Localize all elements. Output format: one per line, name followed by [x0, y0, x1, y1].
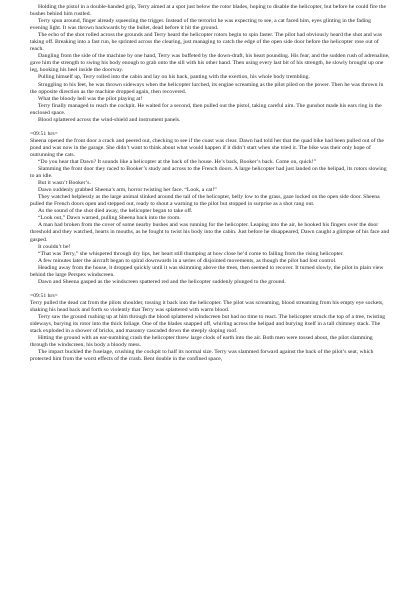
body-paragraph: Struggling to his feet, he was thrown sideways when the helicopter lurched, its engine screaming as the pilot piled on the power. Then he was thrown in the opposite direction as the machine dropped again, then recovered.	[30, 81, 384, 95]
body-paragraph: Heading away from the house, it dropped quickly until it was skimming above the trees, then seemed to recover. It turned slowly, the pilot in plain view behind the large Perspex windscreen.	[30, 264, 384, 278]
body-paragraph: Blood splattered across the wind-shield and instrument panels.	[38, 116, 181, 123]
body-paragraph: Terry pulled the dead cat from the pilots shoulder, tossing it back into the helicopter. The pilot was screaming, blood streaming from his empty eye sockets, shaking his head back and forth so violently that Terry was splattered with warm blood.	[30, 299, 384, 313]
body-paragraph: Hitting the ground with an ear-numbing crash the helicopter threw large clods of earth into the air. Both men were tossed about, the pilot slamming through the windscreen, his body a bloody mess.	[30, 335, 373, 349]
body-paragraph: Pulling himself up, Terry rolled into the cabin and lay on his back, panting with the exertion, his whole body trembling.	[38, 74, 310, 81]
body-paragraph: They watched helplessly as the large animal slinked around the tail of the helicopter, belly low to the grass, gaze locked on the open side door. Sheena pulled the French doors open and stepped out, ready to shout a warning to the pilot but stopped in surprise as a shot rang out.	[30, 194, 380, 208]
body-paragraph: Dawn suddenly grabbed Sheena’s arm, horror twisting her face. “Look, a cat!”	[38, 187, 217, 194]
body-paragraph: A man had broken from the cover of some nearby bushes and was running for the helicopter. Leaping into the air, he hooked his fingers over the door threshold and they watched, hearts in mouths, as he fought to twist his body into the cabin. Just before he disappeared, Dawn caught a glimpse of his face and gasped.	[30, 222, 390, 243]
body-paragraph: But it wasn’t Booker’s.	[38, 180, 91, 187]
body-paragraph: What the bloody hell was the pilot playing at!	[38, 95, 143, 102]
body-paragraph: The impact buckled the fuselage, crushing the cockpit to half its normal size. Terry was slammed forward against the back of the pilot’s seat, which protected him from the worst effects of the crash. Bent double in the confined space,	[30, 349, 374, 363]
body-paragraph: Sheena opened the front door a crack and peered out, checking to see if the coast was clear. Dawn had told her that the quad bike had been pulled out of the pond and was now in the garage. She didn’t want to think about what would happen if it didn’t start when she tried it. The bike was their only hope of outrunning the cats.	[30, 137, 384, 158]
body-paragraph: The echo of the shot rolled across the grounds and Terry heard the helicopter rotors begin to spin faster. The pilot had obviously heard the shot and was taking off. Breaking into a fast run, he sprinted across the clearing, just managing to catch the edge of the open side door before the helicopter rose out of reach.	[30, 32, 383, 53]
body-paragraph: Terry saw the ground rushing up at him through the blood splattered windscreen but had no time to react. The helicopter struck the top of a tree, twisting sideways, burying its rotor into the thick foliage. One of the blades snapped off, whirling across the helipad and burying itself in a tall chimney stack. The stack exploded in a shower of bricks, and masonry cascaded down the steeply sloping roof.	[30, 313, 386, 335]
section-time-marker: =09:51 hrs=	[30, 130, 58, 137]
body-paragraph: Terry finally managed to reach the cockpit. He waited for a second, then pulled out the pistol, taking careful aim. The gunshot made his ears ring in the enclosed space.	[30, 102, 382, 116]
body-paragraph: Dangling from the side of the machine by one hand, Terry was buffeted by the down-draft, his heart pounding. His fear, and the sudden rush of adrenaline, gave him the strength to swing his body enough to grab onto the sill with his other hand. Then using every last bit of his strength, he slowly brought up one leg, hooking his heel inside the doorway.	[30, 53, 390, 74]
body-paragraph: Holding the pistol in a double-handed grip, Terry aimed at a spot just below the rotor blades, hoping to disable the helicopter, but before he could fire the bushes behind him rustled.	[30, 4, 387, 18]
body-paragraph: “Do you hear that Dawn? It sounds like a helicopter at the back of the house. He’s back, Booker’s back. Come on, quick!”	[38, 158, 317, 165]
body-paragraph: “Look out,” Dawn warned, pulling Sheena back into the room.	[38, 215, 181, 222]
body-paragraph: As the sound of the shot died away, the helicopter began to take off.	[38, 208, 193, 215]
body-paragraph: Slamming the front door they raced to Booker’s study and across to the French doors. A large helicopter had just landed on the helipad, its rotors slowing to an idle.	[30, 166, 387, 180]
section-time-marker: =09:51 hrs=	[30, 292, 58, 299]
body-paragraph: Dawn and Sheena gasped as the windscreen spattered red and the helicopter suddenly plunged to the ground.	[38, 278, 286, 285]
body-paragraph: Terry spun around, finger already squeezing the trigger. Instead of the terrorist he was expecting to see, a cat faced him, eyes glinting in the fading evening light. It was thrown backwards by the bullet, dead before it hit the ground.	[30, 18, 371, 32]
body-paragraph: A few minutes later the aircraft began to spiral downwards in a series of disjointed movements, as though the pilot had lost control.	[38, 257, 337, 264]
body-paragraph: “That was Terry,” she whispered through dry lips, her heart still thumping at how close he’d come to falling from the rising helicopter.	[38, 250, 344, 257]
body-paragraph: It couldn’t be!	[38, 243, 71, 250]
